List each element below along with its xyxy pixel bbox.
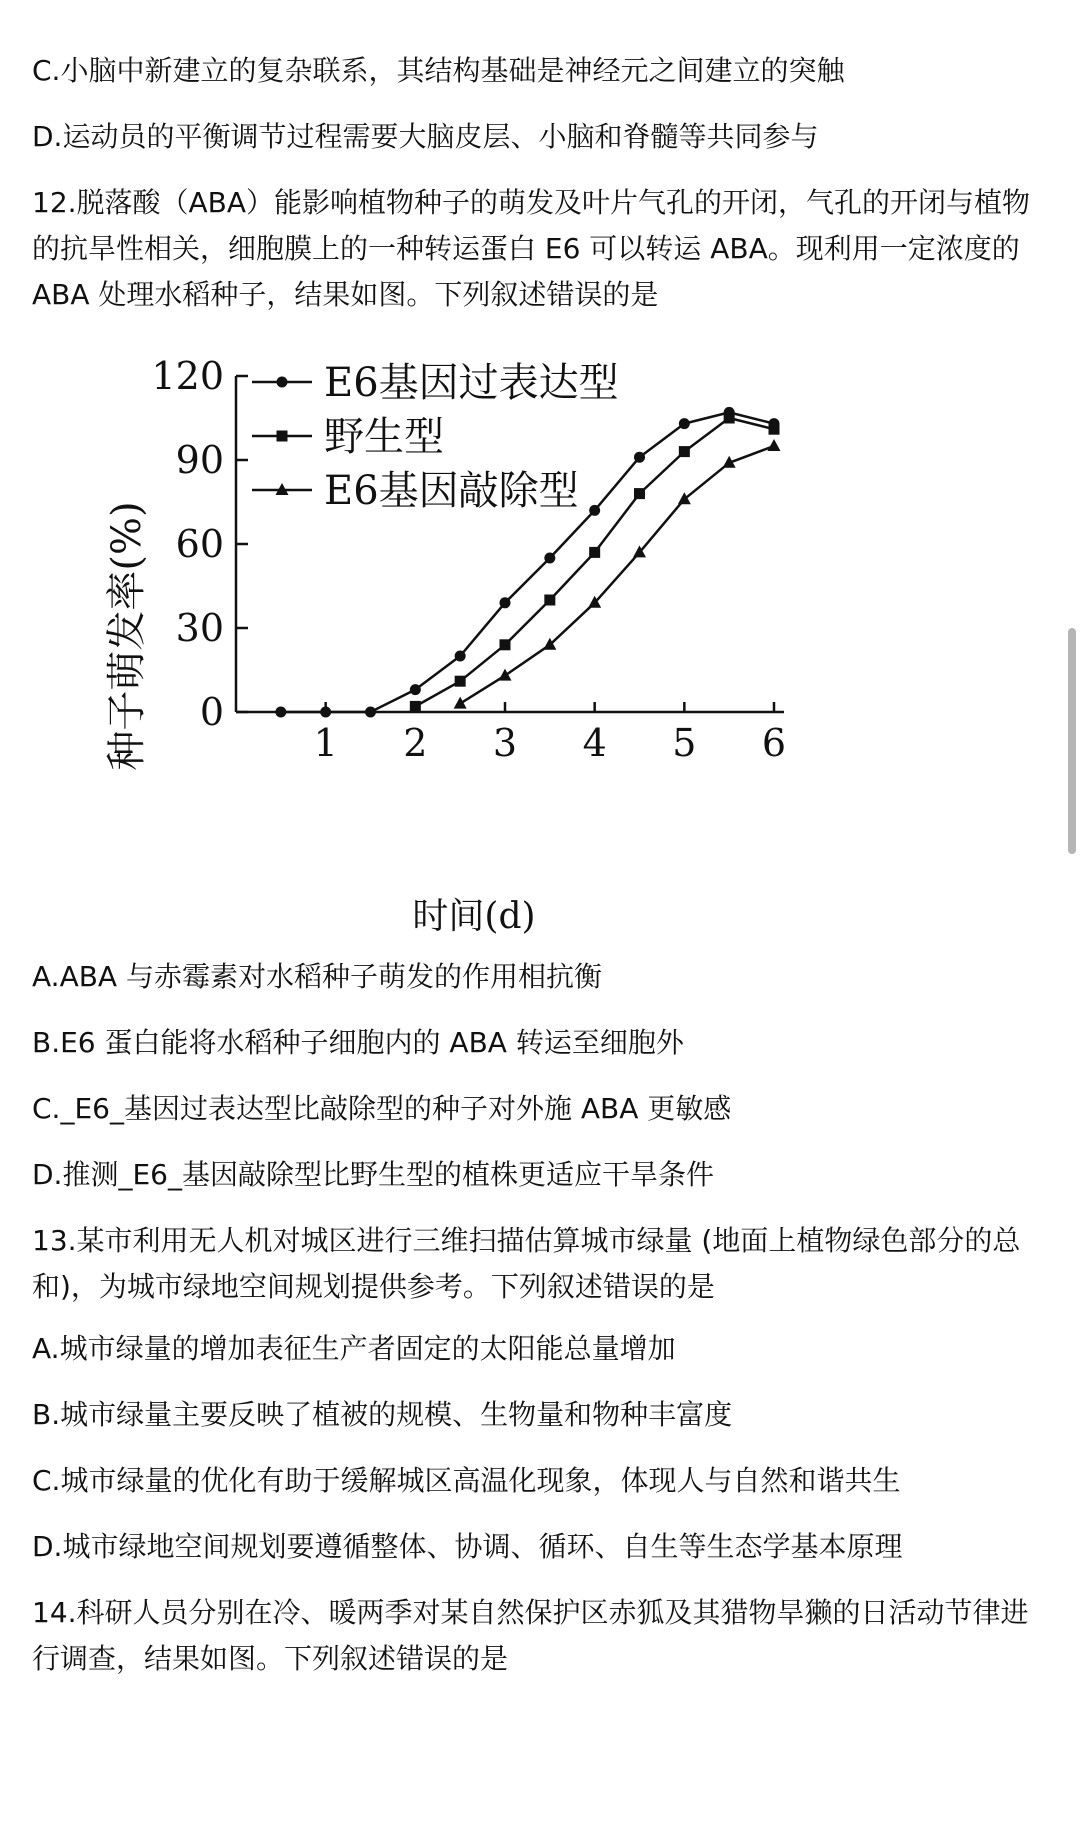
legend-label: E6基因敲除型 [324, 468, 579, 514]
data-point [634, 488, 645, 499]
legend-item-0 [252, 360, 619, 406]
data-point [454, 697, 467, 709]
x-tick-label: 5 [672, 721, 697, 765]
option-13d: D.城市绿地空间规划要遵循整体、协调、循环、自生等生态学基本原理 [32, 1530, 903, 1563]
question-12-line-2: 的抗旱性相关，细胞膜上的一种转运蛋白 E6 可以转运 ABA。现利用一定浓度的 [32, 232, 1020, 265]
data-point [455, 676, 466, 687]
germination-chart [82, 334, 862, 934]
data-point [499, 669, 512, 681]
data-point [679, 418, 690, 429]
data-point [500, 597, 511, 608]
data-point [724, 413, 735, 424]
series-line [415, 418, 774, 706]
x-tick-label: 2 [403, 721, 428, 765]
option-12a: A.ABA 与赤霉素对水稻种子萌发的作用相抗衡 [32, 960, 602, 993]
option-12b: B.E6 蛋白能将水稻种子细胞内的 ABA 转运至细胞外 [32, 1026, 684, 1059]
question-12-line-1: 12.脱落酸（ABA）能影响植物种子的萌发及叶片气孔的开闭，气孔的开闭与植物 [32, 186, 1031, 219]
data-point [769, 424, 780, 435]
question-14-line-1: 14.科研人员分别在冷、暖两季对某自然保护区赤狐及其猎物旱獭的日活动节律进 [32, 1596, 1029, 1629]
option-12c: C._E6_基因过表达型比敲除型的种子对外施 ABA 更敏感 [32, 1092, 732, 1125]
x-tick-label: 1 [313, 721, 338, 765]
series-1 [410, 413, 780, 712]
data-point [320, 707, 331, 718]
data-point [634, 452, 645, 463]
y-tick-label: 120 [151, 354, 224, 398]
question-14-stem [32, 1590, 1052, 1682]
legend-label: E6基因过表达型 [324, 360, 619, 406]
y-tick-label: 60 [175, 522, 224, 566]
x-axis-label: 时间(d) [412, 896, 536, 934]
data-point [544, 595, 555, 606]
chart-svg [82, 334, 862, 934]
data-point [410, 684, 421, 695]
data-point [768, 439, 781, 451]
data-point [500, 639, 511, 650]
question-14-line-2: 行调查，结果如图。下列叙述错误的是 [32, 1642, 509, 1675]
chart-axes [151, 354, 786, 765]
question-13-line-2: 和)，为城市绿地空间规划提供参考。下列叙述错误的是 [32, 1270, 715, 1303]
document-body [32, 48, 1052, 1698]
data-point [589, 547, 600, 558]
chart-legend [252, 360, 619, 514]
option-12d: D.推测_E6_基因敲除型比野生型的植株更适应干旱条件 [32, 1158, 714, 1191]
legend-label: 野生型 [324, 414, 444, 460]
question-13-line-1: 13.某市利用无人机对城区进行三维扫描估算城市绿量 (地面上植物绿色部分的总 [32, 1224, 1021, 1257]
data-point [544, 553, 555, 564]
y-axis-label: 种子萌发率(%) [104, 501, 150, 771]
option-13a: A.城市绿量的增加表征生产者固定的太阳能总量增加 [32, 1332, 676, 1365]
data-point [589, 505, 600, 516]
x-tick-label: 4 [582, 721, 607, 765]
x-tick-label: 6 [761, 721, 787, 765]
question-12-line-3: ABA 处理水稻种子，结果如图。下列叙述错误的是 [32, 278, 659, 311]
data-point [410, 701, 421, 712]
option-11d: D.运动员的平衡调节过程需要大脑皮层、小脑和脊髓等共同参与 [32, 120, 819, 153]
x-tick-label: 3 [492, 721, 518, 765]
question-12-stem [32, 180, 1052, 318]
data-point [277, 377, 288, 388]
y-tick-label: 90 [175, 438, 224, 482]
option-13c: C.城市绿量的优化有助于缓解城区高温化现象，体现人与自然和谐共生 [32, 1464, 901, 1497]
legend-item-1 [252, 414, 444, 460]
option-11c: C.小脑中新建立的复杂联系，其结构基础是神经元之间建立的突触 [32, 54, 845, 87]
data-point [679, 446, 690, 457]
data-point [275, 707, 286, 718]
y-tick-label: 0 [199, 690, 224, 734]
legend-item-2 [252, 468, 579, 514]
page-scrollbar[interactable] [1068, 628, 1076, 854]
data-point [455, 651, 466, 662]
question-13-stem [32, 1218, 1052, 1310]
y-tick-label: 30 [175, 606, 224, 650]
option-13b: B.城市绿量主要反映了植被的规模、生物量和物种丰富度 [32, 1398, 733, 1431]
data-point [365, 707, 376, 718]
data-point [277, 431, 288, 442]
